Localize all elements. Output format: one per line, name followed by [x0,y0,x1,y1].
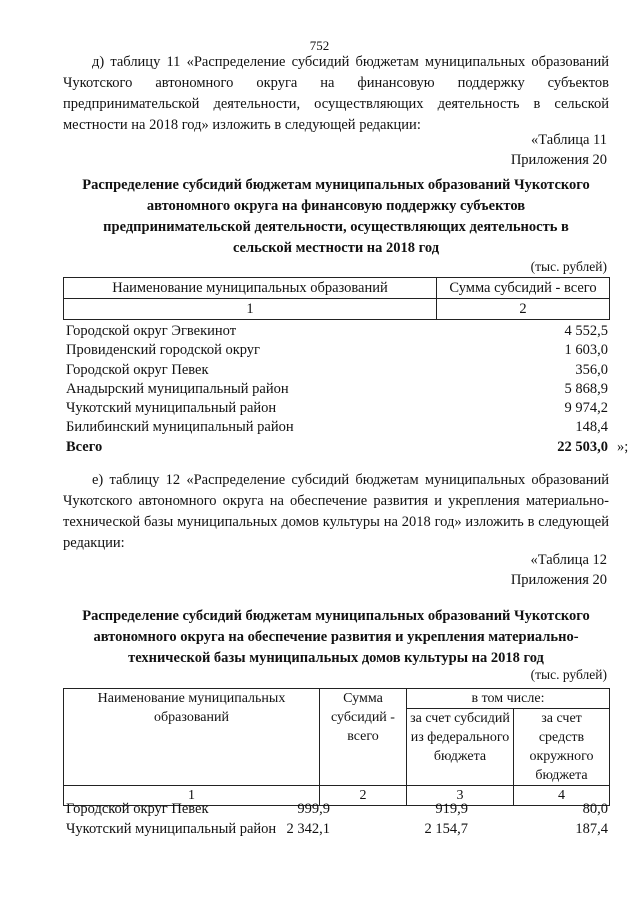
table12-header [63,688,610,806]
table-row [66,799,608,819]
table-row [66,361,608,380]
table11-total-row [66,438,608,457]
row-federal: 2 154,7 [424,821,468,837]
table12-header-sum: Сумма субсидий - всего [320,689,407,786]
table11-reference [407,130,607,170]
row-name: Городской округ Эгвекинот [66,323,237,339]
row-value: 9 974,2 [564,400,608,417]
row-value: 4 552,5 [564,323,608,339]
table12-reference [407,550,607,590]
table12-ref-line1: «Таблица 12 [530,552,607,568]
row-total: 999,9 [297,801,330,817]
table12-header-including: в том числе: [407,689,610,709]
table12-header-federal: за счет субсидий из федерального бюджета [407,709,514,786]
table-row [66,380,608,399]
paragraph-d: д) таблицу 11 «Распределение субсидий бюджетам муниципальных образований Чукотского автономного округа на финансовую поддержку субъектов предпринимательской деятельности, осуществляющих деятельность в сельской местности на 2018 год» изложить в следующей редакции: [63,54,609,133]
row-name: Городской округ Певек [66,801,209,817]
table11-header-sum: Сумма субсидий - всего [437,278,610,299]
table12-body [66,799,608,839]
table-row [66,418,608,437]
table-row [66,819,608,839]
total-value: 22 503,0 [557,438,608,455]
row-name: Городской округ Певек [66,361,209,378]
table11-units: (тыс. рублей) [530,259,607,274]
table12-ref-line2: Приложения 20 [510,572,607,588]
total-label: Всего [66,438,103,455]
row-value: 1 603,0 [564,342,608,359]
row-total: 2 342,1 [286,821,330,837]
table12-header-district: за счет средств окружного бюджета [514,709,610,786]
row-district: 187,4 [575,821,608,837]
table11-colnum-2: 2 [437,299,610,320]
table11-title: Распределение субсидий бюджетам муниципальных образований Чукотского автономного округа на финансовую поддержку субъектов предпринимательской деятельности, осуществляющих деятельность в сельской местности на 2018 год [82,177,590,256]
row-name: Провиденский городской округ [66,342,261,359]
table12-title: Распределение субсидий бюджетам муниципальных образований Чукотского автономного округа на обеспечение развития и укрепления материально-технической базы муниципальных домов культуры на 2018 год [82,608,590,666]
paragraph-e: е) таблицу 12 «Распределение субсидий бюджетам муниципальных образований Чукотского автономного округа на обеспечение развития и укрепления материально-технической базы муниципальных домов культуры на 2018 год» изложить в следующей редакции: [63,472,609,551]
table12-colnum-1: 1 [64,786,320,806]
table12-units: (тыс. рублей) [530,667,607,682]
row-district: 80,0 [582,801,608,817]
row-value: 356,0 [575,361,608,378]
table11-closing-quote: »; [617,439,629,455]
table11-header [63,277,610,320]
table11-colnum-1: 1 [64,299,437,320]
row-name: Анадырский муниципальный район [66,380,289,397]
page-number: 752 [309,38,330,53]
row-value: 148,4 [575,419,608,436]
row-name: Билибинский муниципальный район [66,419,294,436]
table12-colnum-4: 4 [514,786,610,806]
table12-colnum-3: 3 [407,786,514,806]
row-federal: 919,9 [435,801,468,817]
row-name: Чукотский муниципальный район [66,400,277,417]
table11-header-name: Наименование муниципальных образований [64,278,437,299]
row-value: 5 868,9 [564,380,608,397]
table11-ref-line2: Приложения 20 [510,152,607,168]
table-row [66,399,608,418]
table11-body [66,322,608,457]
table-row [66,322,608,341]
table12-header-name: Наименование муниципальных образований [64,689,320,786]
row-name: Чукотский муниципальный район [66,821,277,837]
table12-colnum-2: 2 [320,786,407,806]
table-row [66,341,608,360]
table11-ref-line1: «Таблица 11 [531,132,607,148]
